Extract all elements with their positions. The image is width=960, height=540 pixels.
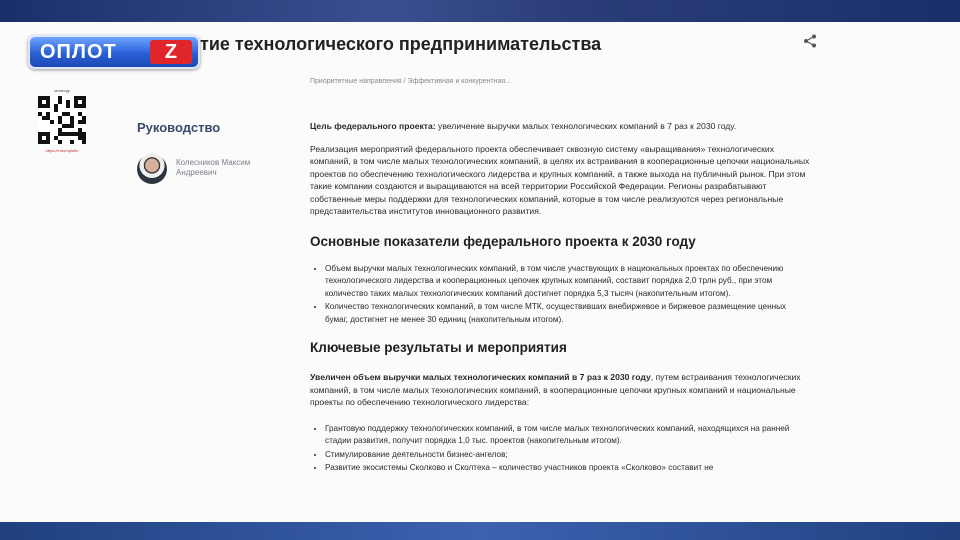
list-item: • Количество технологических компаний, в том числе МТК, осуществивших внебиржевое и биржевое размещение ценных бумаг, достигнет не менее 30 единиц (накопительным итогом). bbox=[325, 301, 810, 326]
qr-title: оплот.ру bbox=[54, 88, 70, 93]
goal-text: увеличение выручки малых технологических компаний в 7 раз к 2030 году. bbox=[435, 121, 737, 131]
list-item: • Грантовую поддержку технологических компаний, в том числе малых технологических компаний, находящихся на ранней стадии развития, получит порядка 1,0 тыс. проектов (накопительным итогом). bbox=[325, 423, 810, 448]
qr-code-block bbox=[36, 88, 88, 160]
breadcrumb[interactable]: Приоритетные направления / Эффективная и конкурентная... bbox=[310, 78, 512, 85]
video-bottom-strip bbox=[0, 522, 960, 540]
results-lead-bold: Увеличен объем выручки малых технологических компаний в 7 раз к 2030 году bbox=[310, 372, 651, 382]
results-lead-text: , путем встраивания технологических компаний, в том числе малых технологических компаний, в кооперационные цепочки крупных компаний и национальные проекты по обеспечению технологического лидерства: bbox=[310, 372, 801, 407]
avatar bbox=[137, 154, 167, 184]
logo-text: ОПЛОТ bbox=[40, 40, 117, 63]
video-top-strip bbox=[0, 0, 960, 22]
share-icon[interactable] bbox=[802, 33, 818, 49]
goal-label: Цель федерального проекта: bbox=[310, 121, 436, 131]
person-name-link[interactable]: Колесников Максим Андреевич bbox=[176, 158, 251, 177]
list-item: • Объем выручки малых технологических компаний, в том числе участвующих в национальных проектах по обеспечению технологического лидерства и кооперационных цепочек крупных компаний, составит порядка 2,0 трлн руб., при этом количество таких малых технологических компаний достигнет порядка 5,3 тысяч (накопительным итогом). bbox=[325, 263, 810, 301]
results-list bbox=[310, 423, 810, 475]
sidebar-heading: Руководство bbox=[137, 120, 221, 135]
indicators-list bbox=[310, 263, 810, 327]
main-content bbox=[310, 120, 810, 476]
section-heading-indicators: Основные показатели федерального проекта к 2030 году bbox=[310, 233, 696, 249]
results-lead-paragraph bbox=[310, 371, 810, 409]
list-item: • Стимулирование деятельности бизнес-ангелов; bbox=[325, 449, 810, 462]
qr-code-icon bbox=[38, 96, 86, 144]
channel-logo bbox=[28, 35, 200, 69]
list-item: • Развитие экосистемы Сколково и Сколтеха – количество участников проекта «Сколково» составит не bbox=[325, 462, 810, 475]
logo-z-badge: Z bbox=[150, 40, 192, 64]
intro-paragraph: Реализация мероприятий федерального проекта обеспечивает сквозную систему «выращивания» технологических компаний, в том числе малых технологических компаний, в целях их встраивания в кооперационные цепочки национальных проектов по обеспечению технологического лидерства и крупных компаний, а также выхода на публичный рынок. При этом такие компании создаются и выращиваются на всей территории Российской Федерации. Регионы разрабатывают собственные меры поддержки для технологических компаний, которые в том числе реализуются через региональные представительства институтов инновационного развития. bbox=[310, 143, 810, 216]
qr-link: https://t.me/oplottv bbox=[45, 148, 79, 153]
goal-paragraph bbox=[310, 120, 810, 133]
page-title: тие технологического предпринимательства bbox=[200, 34, 602, 54]
section-heading-results: Ключевые результаты и мероприятия bbox=[310, 340, 567, 355]
